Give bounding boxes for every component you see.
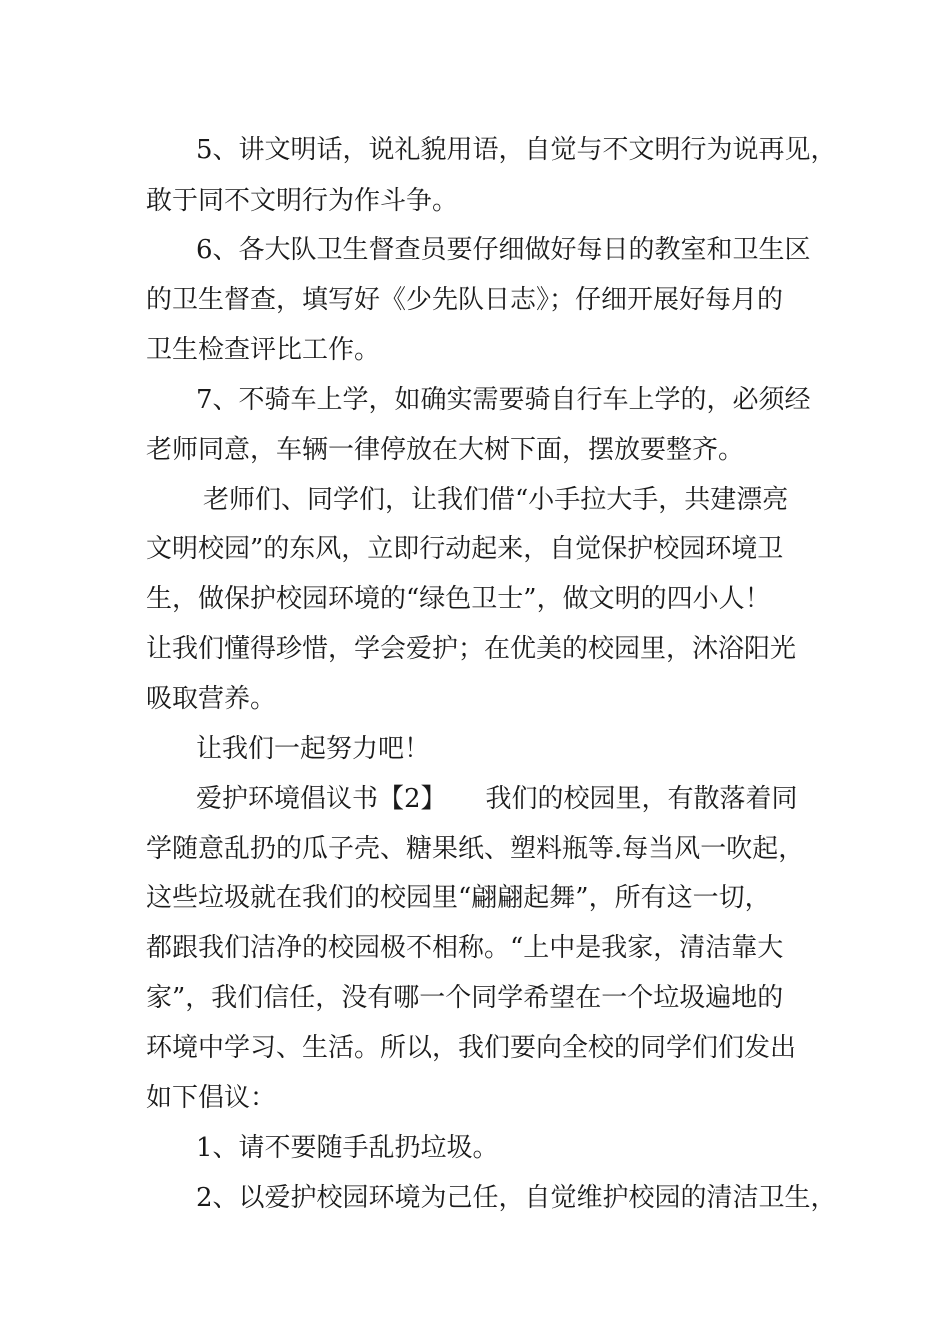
text-line: 爱护环境倡议书【2】 我们的校园里，有散落着同	[196, 784, 798, 814]
text-line: 6、各大队卫生督查员要仔细做好每日的教室和卫生区	[196, 235, 811, 265]
text-line: 5、讲文明话，说礼貌用语，自觉与不文明行为说再见，	[196, 135, 837, 165]
text-line: 的卫生督查，填写好《少先队日志》；仔细开展好每月的	[146, 285, 784, 315]
text-line: 吸取营养。	[146, 684, 277, 714]
text-line: 让我们懂得珍惜，学会爱护；在优美的校园里，沐浴阳光	[146, 634, 797, 664]
text-line: 2、以爱护校园环境为己任，自觉维护校园的清洁卫生，	[196, 1183, 837, 1213]
text-line: 如下倡议：	[146, 1083, 277, 1113]
text-line: 文明校园”的东风，立即行动起来，自觉保护校园环境卫	[146, 534, 784, 564]
text-line: 老师同意，车辆一律停放在大树下面，摆放要整齐。	[146, 435, 745, 465]
text-line: 让我们一起努力吧！	[196, 734, 431, 764]
text-line: 敢于同不文明行为作斗争。	[146, 186, 459, 216]
text-line: 都跟我们洁净的校园极不相称。“上中是我家，清洁靠大	[146, 933, 784, 963]
text-line: 1、请不要随手乱扔垃圾。	[196, 1133, 499, 1163]
text-line: 家”，我们信任，没有哪一个同学希望在一个垃圾遍地的	[146, 983, 784, 1013]
text-line: 这些垃圾就在我们的校园里“翩翩起舞”，所有这一切，	[146, 883, 771, 913]
text-line: 环境中学习、生活。所以，我们要向全校的同学们们发出	[146, 1033, 797, 1063]
text-line: 老师们、同学们，让我们借“小手拉大手，共建漂亮	[203, 485, 789, 515]
text-line: 7、不骑车上学，如确实需要骑自行车上学的，必须经	[196, 385, 811, 415]
text-line: 学随意乱扔的瓜子壳、糖果纸、塑料瓶等.每当风一吹起，	[146, 834, 805, 864]
text-line: 卫生检查评比工作。	[146, 335, 381, 365]
text-line: 生，做保护校园环境的“绿色卫士”，做文明的四小人！	[146, 584, 771, 614]
